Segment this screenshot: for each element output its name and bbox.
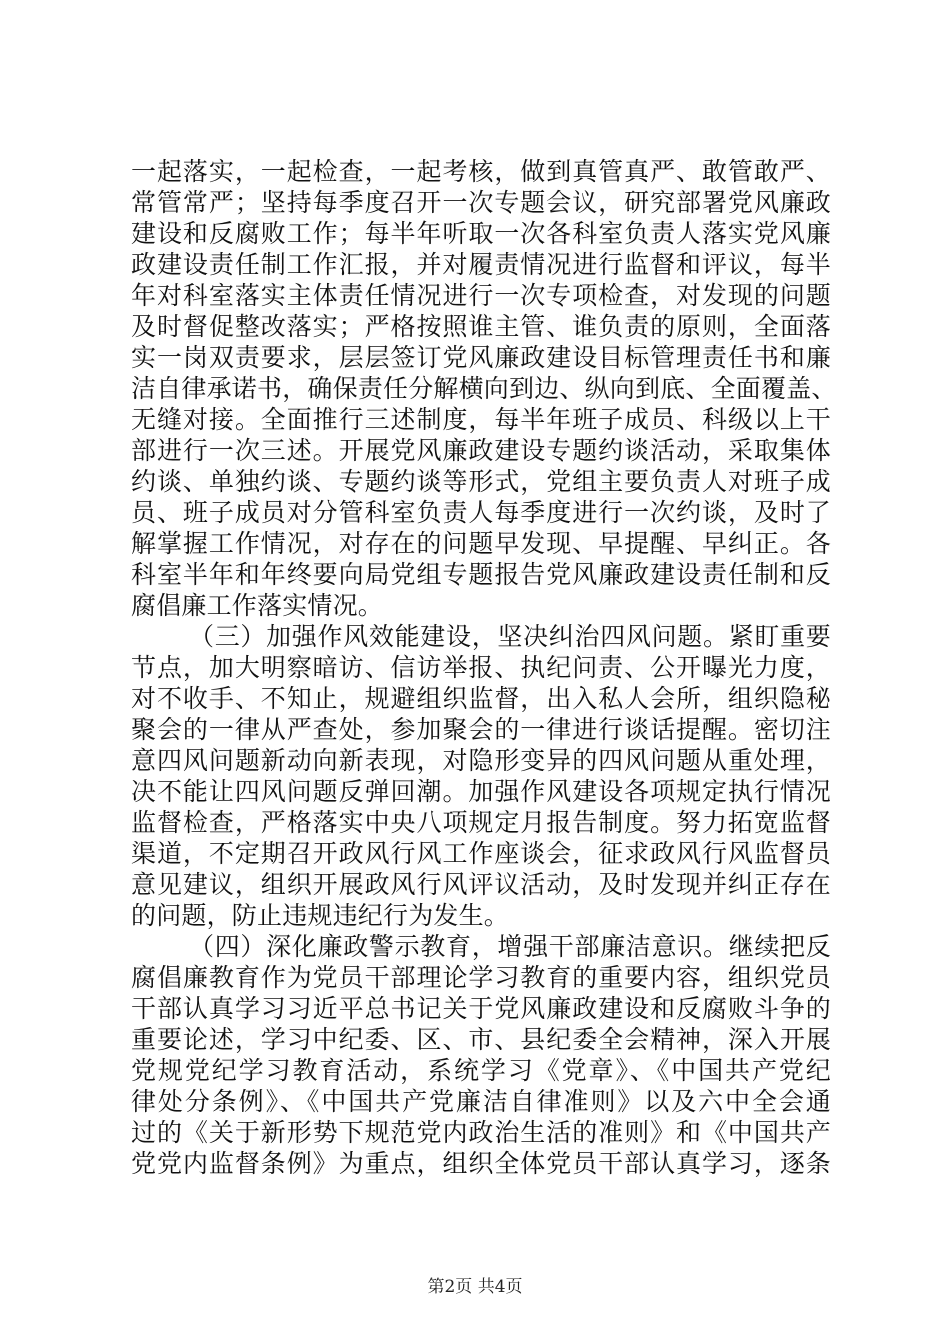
text-line: 常管常严；坚持每季度召开一次专题会议，研究部署党风廉政: [131, 188, 831, 217]
text-line: 的问题，防止违规违纪行为发生。: [131, 901, 510, 930]
text-line: （三）加强作风效能建设，坚决纠治四风问题。紧盯重要: [189, 622, 831, 651]
text-line: 建设和反腐败工作；每半年听取一次各科室负责人落实党风廉: [131, 219, 831, 248]
text-line: 重要论述，学习中纪委、区、市、县纪委全会精神，深入开展: [131, 1025, 831, 1054]
text-line: 腐倡廉教育作为党员干部理论学习教育的重要内容，组织党员: [131, 963, 831, 992]
text-line: 部进行一次三述。开展党风廉政建设专题约谈活动，采取集体: [131, 436, 831, 465]
text-line: 科室半年和年终要向局党组专题报告党风廉政建设责任制和反: [131, 560, 831, 589]
text-line: 渠道，不定期召开政风行风工作座谈会，征求政风行风监督员: [131, 839, 831, 868]
text-line: 监督检查，严格落实中央八项规定月报告制度。努力拓宽监督: [131, 808, 831, 837]
document-body: [131, 156, 837, 1179]
text-line: 过的《关于新形势下规范党内政治生活的准则》和《中国共产: [131, 1118, 831, 1147]
text-line: 干部认真学习习近平总书记关于党风廉政建设和反腐败斗争的: [131, 994, 831, 1023]
text-line: 律处分条例》、《中国共产党廉洁自律准则》以及六中全会通: [131, 1087, 831, 1116]
text-line: 无缝对接。全面推行三述制度，每半年班子成员、科级以上干: [131, 405, 831, 434]
page-footer: 第2页 共4页: [427, 1277, 523, 1297]
text-line: 意见建议，组织开展政风行风评议活动，及时发现并纠正存在: [131, 870, 831, 899]
text-line: 员、班子成员对分管科室负责人每季度进行一次约谈，及时了: [131, 498, 831, 527]
text-line: 决不能让四风问题反弹回潮。加强作风建设各项规定执行情况: [131, 777, 831, 806]
text-line: 及时督促整改落实；严格按照谁主管、谁负责的原则，全面落: [131, 312, 831, 341]
text-line: 约谈、单独约谈、专题约谈等形式，党组主要负责人对班子成: [131, 467, 831, 496]
text-line: 政建设责任制工作汇报，并对履责情况进行监督和评议，每半: [131, 250, 831, 279]
text-line: 实一岗双责要求，层层签订党风廉政建设目标管理责任书和廉: [131, 343, 831, 372]
text-line: 意四风问题新动向新表现，对隐形变异的四风问题从重处理，: [131, 746, 831, 775]
text-line: 党党内监督条例》为重点，组织全体党员干部认真学习，逐条: [131, 1149, 831, 1178]
text-line: 腐倡廉工作落实情况。: [131, 591, 384, 620]
text-line: 一起落实，一起检查，一起考核，做到真管真严、敢管敢严、: [131, 157, 831, 186]
text-line: 节点，加大明察暗访、信访举报、执纪问责、公开曝光力度，: [131, 653, 831, 682]
text-line: 年对科室落实主体责任情况进行一次专项检查，对发现的问题: [131, 281, 831, 310]
text-line: （四）深化廉政警示教育，增强干部廉洁意识。继续把反: [189, 932, 831, 961]
text-line: 党规党纪学习教育活动，系统学习《党章》、《中国共产党纪: [131, 1056, 831, 1085]
text-line: 解掌握工作情况，对存在的问题早发现、早提醒、早纠正。各: [131, 529, 831, 558]
text-line: 洁自律承诺书，确保责任分解横向到边、纵向到底、全面覆盖、: [131, 374, 837, 403]
text-line: 聚会的一律从严查处，参加聚会的一律进行谈话提醒。密切注: [131, 715, 831, 744]
text-line: 对不收手、不知止，规避组织监督，出入私人会所，组织隐秘: [131, 684, 831, 713]
